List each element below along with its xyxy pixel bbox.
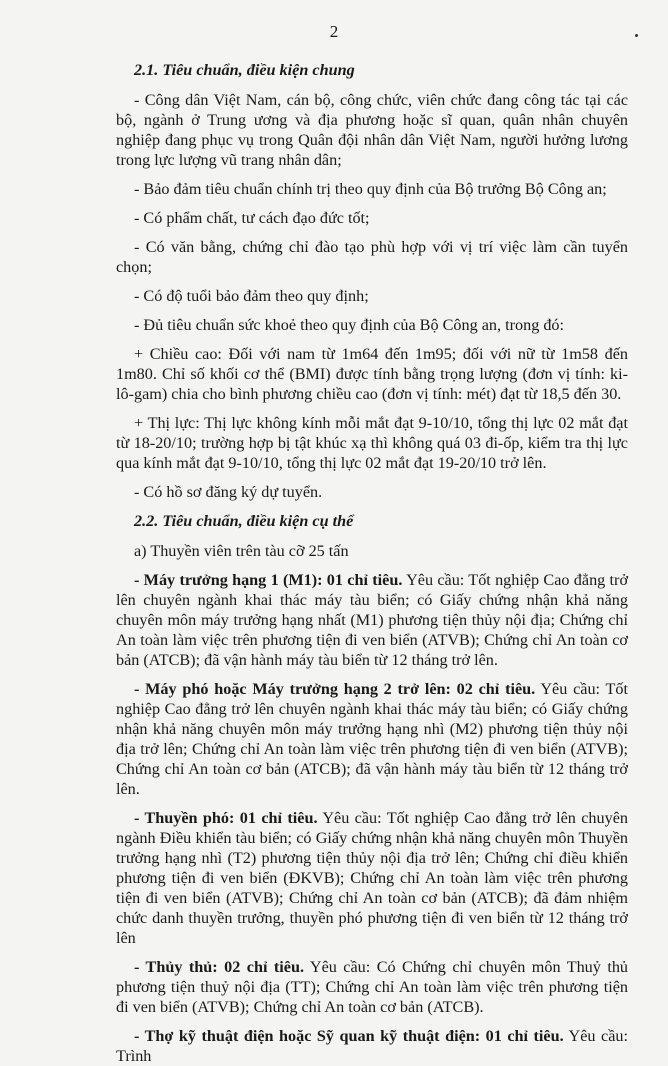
section-heading: 2.1. Tiêu chuẩn, điều kiện chung [134, 61, 355, 79]
scan-dot [635, 34, 638, 37]
paragraph: - Có phẩm chất, tư cách đạo đức tốt; [134, 209, 370, 227]
paragraph: - Công dân Việt Nam, cán bộ, công chức, viên chức đang công tác tại các bộ, ngành ở Trung ương và địa phương hoặc sĩ quan, quân nhân chuyên nghiệp đang phục vụ trong Quân đội nhân dân Việt Nam, người hưởng lương trong lực lượng vũ trang nhân dân; [116, 91, 628, 169]
paragraph: a) Thuyền viên trên tàu cỡ 25 tấn [134, 542, 349, 560]
position-paragraph [116, 679, 628, 799]
position-paragraph [116, 1026, 628, 1066]
section-heading: 2.2. Tiêu chuẩn, điều kiện cụ thể [134, 512, 354, 530]
position-requirements: Yêu cầu: Tốt nghiệp Cao đẳng trở lên chuyên ngành Điều khiển tàu biển; có Giấy chứng nhận khả năng chuyên môn Thuyền trưởng hạng nhì (T2) phương tiện thủy nội địa trở lên; Chứng chỉ điều khiển phương tiện đi ven biển (ĐKVB); Chứng chỉ An toàn làm việc trên phương tiện đi ven biển (ATVB); Chứng chỉ An toàn cơ bản (ATCB); đã đảm nhiệm chức danh thuyền trưởng, thuyền phó phương tiện đi ven biển từ 12 tháng trở lên [116, 809, 628, 947]
position-paragraph [116, 808, 628, 948]
page-number: 2 [329, 22, 339, 41]
position-requirements: Yêu cầu: Tốt nghiệp Cao đẳng trở lên chuyên ngành khai thác máy tàu biển; có Giấy chứng nhận khả năng chuyên môn máy trưởng hạng nhì (M2) phương tiện thủy nội địa trở lên; Chứng chỉ An toàn làm việc trên phương tiện đi ven biển (ATVB); Chứng chỉ An toàn cơ bản (ATCB); đã vận hành máy tàu biển từ 12 tháng trở lên. [116, 680, 629, 798]
paragraph: - Bảo đảm tiêu chuẩn chính trị theo quy định của Bộ trưởng Bộ Công an; [134, 180, 607, 198]
paragraph: - Đủ tiêu chuẩn sức khoẻ theo quy định của Bộ Công an, trong đó: [134, 316, 565, 334]
position-paragraph [116, 570, 628, 670]
paragraph: + Thị lực: Thị lực không kính mỗi mắt đạt 9-10/10, tổng thị lực 02 mắt đạt từ 18-20/10; trường hợp bị tật khúc xạ thì không quá 03 đi-ốp, kiểm tra thị lực qua kính mắt đạt 9-10/10, tổng thị lực 02 mắt đạt 19-20/10 trở lên. [116, 414, 628, 472]
paragraph: - Có hồ sơ đăng ký dự tuyển. [134, 483, 323, 501]
paragraph: + Chiều cao: Đối với nam từ 1m64 đến 1m95; đối với nữ từ 1m58 đến 1m80. Chỉ số khối cơ thể (BMI) được tính bằng trọng lượng (đơn vị tính: ki-lô-gam) chia cho bình phương chiều cao (đơn vị tính: mét) đạt từ 18,5 đến 30. [116, 345, 628, 403]
position-title: - Thợ kỹ thuật điện hoặc Sỹ quan kỹ thuật điện: 01 chỉ tiêu. [134, 1027, 564, 1045]
position-title: - Thuyền phó: 01 chỉ tiêu. [134, 809, 318, 827]
position-title: - Thủy thủ: 02 chỉ tiêu. [134, 958, 305, 976]
position-paragraph [116, 957, 628, 1017]
position-title: - Máy phó hoặc Máy trưởng hạng 2 trở lên: 02 chỉ tiêu. [134, 680, 536, 698]
paragraph: - Có độ tuổi bảo đảm theo quy định; [134, 287, 369, 305]
paragraph: - Có văn bằng, chứng chỉ đào tạo phù hợp với vị trí việc làm cần tuyển chọn; [116, 238, 628, 276]
position-requirements: Yêu cầu: Có Chứng chỉ chuyên môn Thuỷ thủ phương tiện thuỷ nội địa (TT); Chứng chỉ An toàn làm việc trên phương tiện đi ven biển (ATVB); Chứng chỉ An toàn cơ bản (ATCB). [116, 958, 629, 1016]
position-title: - Máy trưởng hạng 1 (M1): 01 chỉ tiêu. [134, 571, 403, 589]
position-requirements: Yêu cầu: Trình [116, 1027, 628, 1065]
position-requirements: Yêu cầu: Tốt nghiệp Cao đẳng trở lên chuyên ngành khai thác máy tàu biển; có Giấy chứng nhận khả năng chuyên môn máy trưởng hạng nhất (M1) phương tiện thủy nội địa; Chứng chỉ An toàn làm việc trên phương tiện đi ven biển (ATVB); Chứng chỉ An toàn cơ bản (ATCB); đã vận hành máy tàu biển từ 12 tháng trở lên. [116, 571, 629, 669]
